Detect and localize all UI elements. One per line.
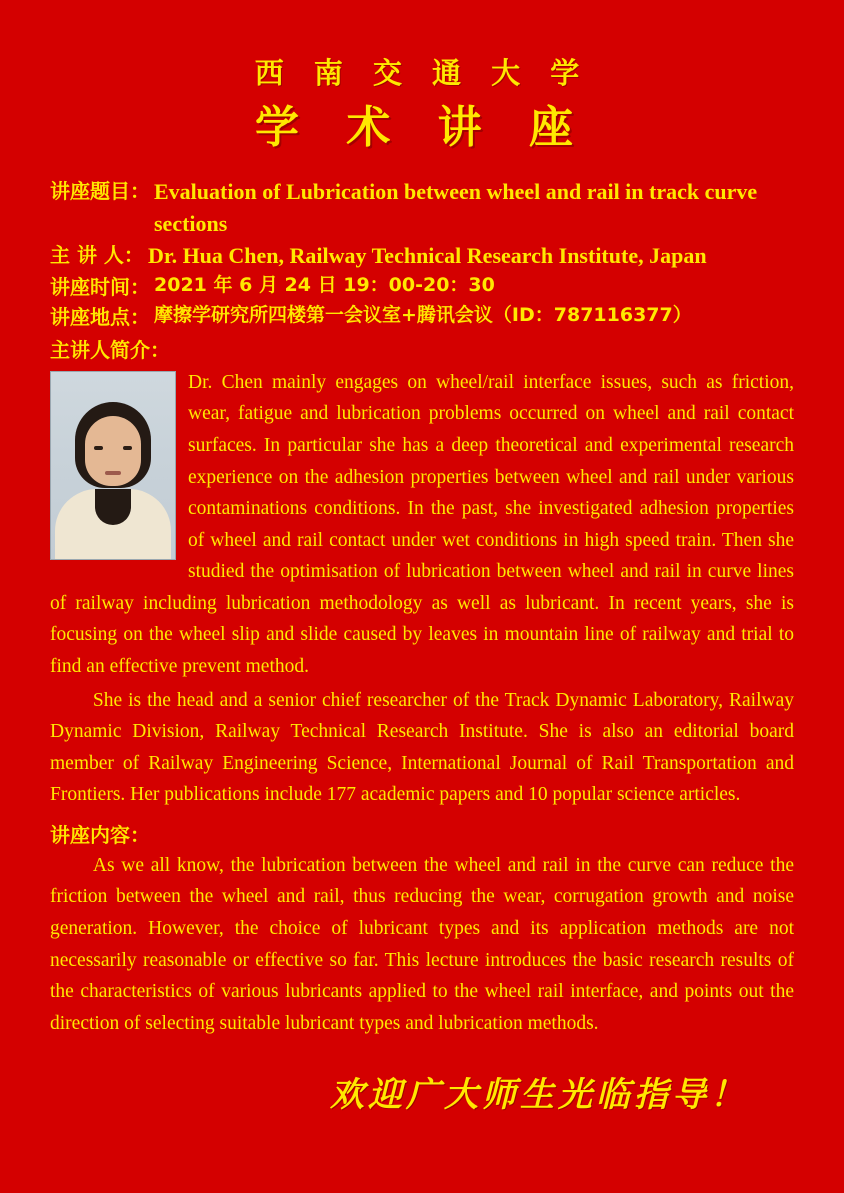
meta-row-time (50, 272, 794, 301)
topic-label: 讲座题目： (50, 179, 150, 204)
speaker-bio (50, 367, 794, 811)
lecture-meta (50, 176, 794, 362)
portrait-face (85, 416, 141, 486)
speaker-value: Dr. Hua Chen, Railway Technical Research Institute, Japan (147, 242, 707, 268)
bio-paragraph-2: She is the head and a senior chief researcher of the Track Dynamic Laboratory, Railway Dynamic Division, Railway Technical Research Institute. She is also an editorial board member of Railway Engineering Science, International Journal of Rail Transportation and Frontiers. Her publications include 177 academic papers and 10 popular science articles. (50, 689, 794, 806)
place-label: 讲座地点： (50, 305, 150, 330)
page-title: 学 术 讲 座 (255, 101, 589, 153)
meta-row-topic (50, 176, 794, 238)
welcome-message: 欢迎广大师生光临指导！ (330, 1075, 748, 1116)
portrait-eye-right (123, 446, 132, 450)
portrait-mouth (105, 471, 121, 475)
time-value: 2021 年 6 月 24 日 19：00-20：30 (154, 273, 495, 296)
topic-value: Evaluation of Lubrication between wheel and rail in track curve sections (154, 179, 758, 236)
meta-row-place (50, 302, 794, 331)
lecture-content (50, 850, 794, 1039)
place-value: 摩擦学研究所四楼第一会议室+腾讯会议（ID：787116377） (154, 304, 692, 327)
bio-paragraph-1: Dr. Chen mainly engages on wheel/rail interface issues, such as friction, wear, fatigue and lubrication problems occurred on wheel and rail contact surfaces. In particular she has a deep theoretical and experimental research experience on the adhesion properties between wheel and rail under various contaminations conditions. In the past, she investigated adhesion properties of wheel and rail contact under wet conditions in high speed train. Then she studied the optimisation of lubrication between wheel and rail in curve lines of railway including lubrication methodology as well as lubricant. In recent years, she is focusing on the wheel slip and slide caused by leaves in mountain line of railway and trial to find an effective prevent method. (50, 371, 794, 677)
speaker-portrait (50, 371, 176, 560)
bio-label: 主讲人简介： (50, 337, 170, 362)
portrait-eye-left (94, 446, 103, 450)
university-name: 西 南 交 通 大 学 (254, 56, 590, 90)
meta-row-speaker (50, 240, 794, 271)
speaker-label: 主 讲 人： (50, 242, 144, 267)
content-label: 讲座内容： (50, 822, 150, 847)
portrait-collar (95, 489, 131, 525)
content-paragraph-1: As we all know, the lubrication between the wheel and rail in the curve can reduce the friction between the wheel and rail, thus reducing the wear, corrugation growth and noise generation. However, the choice of lubricant types and its application methods are not necessarily reasonable or effective so far. This lecture introduces the basic research results of the characteristics of various lubricants applied to the wheel rail interface, and points out the direction of selecting suitable lubricant types and lubrication methods. (50, 854, 794, 1034)
time-label: 讲座时间： (50, 274, 150, 299)
